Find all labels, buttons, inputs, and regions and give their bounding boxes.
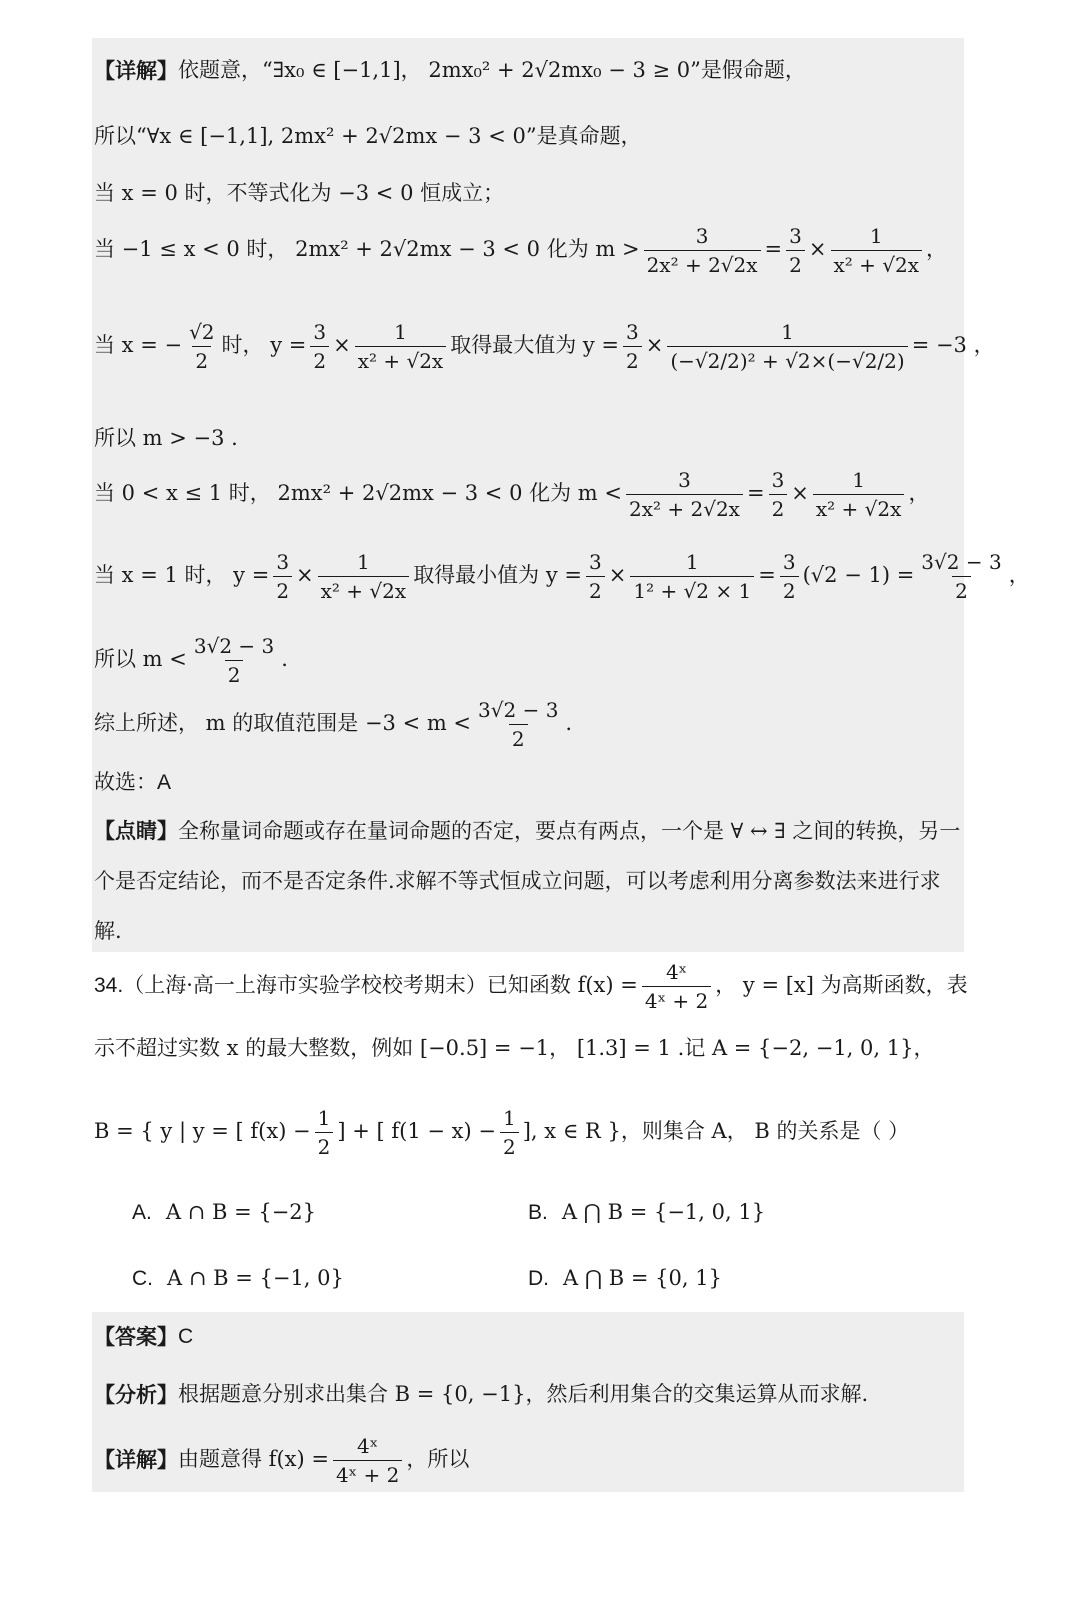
detail-text-2: 所以“∀x ∈ [−1,1], 2mx² + 2√2mx − 3 < 0”是真命题， (94, 124, 642, 148)
fraction: $\frac{3}{2}$ (769, 468, 788, 521)
fraction: $\frac{3}{2}$ (780, 550, 799, 603)
comment-text: 全称量词命题或存在量词命题的否定，要点有两点，一个是 ∀ ↔ ∃ 之间的转换，另一个是否定结论，而不是否定条件.求解不等式恒成立问题，可以考虑利用分离参数法来进行求解. (94, 819, 961, 943)
detail-line-2 (94, 124, 964, 149)
detail-text-1: 依题意，“∃x₀ ∈ [−1,1]， 2mx₀² + 2√2mx₀ − 3 ≥ 0”是假命题， (178, 58, 806, 82)
fraction: $\frac{1}{\text{x² + √2x}}$ (813, 468, 905, 521)
fraction: $\frac{1}{\text{x² + √2x}}$ (318, 550, 410, 603)
detail-label: 【详解】 (94, 58, 178, 83)
detail-line-7 (94, 466, 964, 522)
detail-text-10: 综上所述， m 的取值范围是 −3 < m < (94, 711, 472, 736)
detail-text-4: 当 −1 ≤ x < 0 时， 2mx² + 2√2mx − 3 < 0 化为 m > (94, 237, 640, 262)
detail-line-8 (94, 548, 1030, 604)
detail-line-1 (94, 58, 964, 83)
times-sign: × (645, 333, 664, 358)
fraction: $\frac{3√2 - 3}{2}$ (193, 633, 275, 687)
fraction: $\frac{1}{\text{(−√2/2)² + √2×(−√2/2)}}$ (667, 320, 907, 373)
detail2-line (94, 1432, 964, 1488)
answer-line (94, 1324, 964, 1349)
fraction: $\frac{1}{\text{1² + √2 × 1}}$ (630, 550, 754, 603)
punctuation: ， (908, 481, 930, 506)
punctuation: ， (1008, 563, 1030, 588)
fraction: $\frac{3}{2}$ (586, 550, 605, 603)
detail-line-10 (94, 696, 964, 752)
punctuation: . (565, 711, 573, 736)
fraction: $\frac{3√2 - 3}{2}$ (921, 549, 1002, 603)
option-expression: A ∩ B = {−1, 0} (167, 1266, 344, 1290)
detail-line-5 (94, 300, 995, 392)
detail-text-5c: 取得最大值为 y = (450, 333, 620, 358)
detail-text-3: 当 x = 0 时，不等式化为 −3 < 0 恒成立； (94, 181, 505, 205)
fraction: $\frac{3}{2}$ (310, 320, 329, 373)
times-sign: × (296, 563, 314, 588)
fraction: $\frac{√2}{2}$ (189, 319, 215, 373)
detail-text-5b: 时， y = (221, 333, 307, 358)
detail-line-9 (94, 632, 964, 688)
option-letter: D. (528, 1267, 549, 1290)
punctuation: ， (926, 237, 948, 262)
detail-text-8a: 当 x = 1 时， y = (94, 563, 270, 588)
detail-line-3 (94, 181, 964, 206)
detail-text-5d: = −3 ， (911, 333, 995, 358)
comment-label: 【点睛】 (94, 818, 178, 843)
fraction: $\frac{\text{4ˣ}}{\text{4ˣ + 2}}$ (642, 960, 711, 1013)
equals-sign: = (764, 237, 783, 262)
option-letter: B. (528, 1201, 548, 1224)
detail-text-6: 所以 m > −3 . (94, 426, 238, 450)
detail-text-8c: (√2 − 1) = (802, 563, 915, 588)
fraction: $\frac{3}{2}$ (273, 550, 292, 603)
times-sign: × (791, 481, 809, 506)
detail2-label: 【详解】 (94, 1447, 178, 1473)
option-expression: A ⋂ B = {−1, 0, 1} (561, 1200, 766, 1224)
fraction: $\frac{3}{\text{2x² + 2√2x}}$ (626, 468, 743, 521)
equals-sign: = (746, 481, 765, 506)
detail-text-5a: 当 x = − (94, 333, 183, 358)
detail-text-8b: 取得最小值为 y = (413, 563, 582, 588)
answer-label: 【答案】 (94, 1324, 178, 1349)
set-b-definition-a: B = { y | y = [ f(x) − (94, 1119, 311, 1144)
detail2-text-a: 由题意得 f(x) = (178, 1447, 329, 1472)
detail-text-9: 所以 m < (94, 647, 187, 672)
times-sign: × (808, 237, 827, 262)
fraction: $\frac{3}{2}$ (623, 320, 642, 373)
option-b[interactable] (528, 1200, 765, 1225)
set-b-definition-b: ] + [ f(1 − x) − (337, 1119, 496, 1144)
set-b-definition-c: ], x ∈ R } (522, 1119, 621, 1144)
detail-line-6 (94, 426, 964, 451)
option-letter: C. (132, 1267, 153, 1290)
punctuation: . (281, 647, 288, 672)
fraction: $\frac{3}{\text{2x² + 2√2x}}$ (644, 224, 761, 277)
question-text-2: 示不超过实数 x 的最大整数，例如 [−0.5] = −1， [1.3] = 1 .记 A = {−2, −1, 0, 1}， (94, 1036, 935, 1060)
fraction: $\frac{3}{2}$ (786, 224, 805, 277)
option-d[interactable] (528, 1266, 722, 1291)
fraction: $\frac{1}{2}$ (315, 1106, 334, 1159)
option-expression: A ⋂ B = {0, 1} (563, 1266, 722, 1290)
question-line-2 (94, 1036, 964, 1061)
fraction: $\frac{1}{2}$ (500, 1106, 519, 1159)
fraction: $\frac{1}{\text{x² + √2x}}$ (355, 320, 447, 373)
analysis-label: 【分析】 (94, 1382, 178, 1407)
option-c[interactable] (132, 1266, 344, 1291)
answer-value: C (178, 1325, 194, 1348)
fraction: $\frac{1}{\text{x² + √2x}}$ (831, 224, 923, 277)
fraction: $\frac{3√2 - 3}{2}$ (478, 697, 559, 751)
choice-text: 故选：A (94, 771, 172, 794)
analysis-text: 根据题意分别求出集合 B = {0, −1}，然后利用集合的交集运算从而求解. (178, 1382, 869, 1406)
option-letter: A. (132, 1201, 152, 1224)
times-sign: × (608, 563, 627, 588)
equals-sign: = (758, 563, 776, 588)
fraction: $\frac{\text{4ˣ}}{\text{4ˣ + 2}}$ (333, 1434, 402, 1487)
option-expression: A ∩ B = {−2} (165, 1200, 317, 1224)
question-source: （上海·高一上海市实验学校校考期末） (123, 973, 487, 998)
question-prompt: ，则集合 A， B 的关系是（ ） (620, 1119, 910, 1144)
detail-text-7: 当 0 < x ≤ 1 时， 2mx² + 2√2mx − 3 < 0 化为 m < (94, 481, 622, 506)
detail-line-4 (94, 222, 964, 278)
comment-block (94, 806, 964, 956)
option-a[interactable] (132, 1200, 316, 1225)
choice-line (94, 770, 964, 795)
times-sign: × (333, 333, 351, 358)
detail2-text-b: ，所以 (406, 1447, 470, 1472)
question-text-1a: 已知函数 f(x) = (486, 973, 638, 998)
question-line-3 (94, 1104, 964, 1160)
question-text-1b: ， y = [x] 为高斯函数，表 (715, 973, 968, 998)
analysis-line (94, 1382, 964, 1407)
question-number: 34. (94, 974, 124, 998)
question-line-1 (94, 958, 968, 1014)
